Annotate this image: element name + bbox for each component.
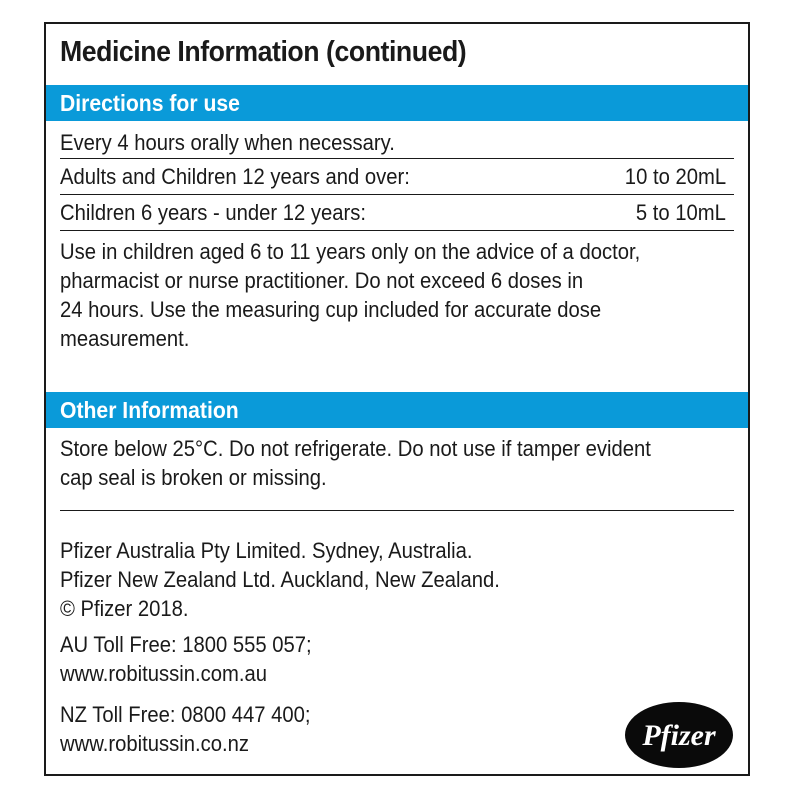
- dose-row-children-group: Children 6 years - under 12 years:: [60, 200, 367, 225]
- dose-row-adults-dose: 10 to 20mL: [624, 164, 726, 189]
- au-tollfree: AU Toll Free: 1800 555 057;: [60, 632, 312, 657]
- company-address: [60, 536, 538, 623]
- dose-notes: [60, 237, 691, 353]
- nz-contact: [60, 700, 332, 758]
- storage-line: Store below 25°C. Do not refrigerate. Do not use if tamper evident: [60, 436, 651, 461]
- company-line: Pfizer Australia Pty Limited. Sydney, Australia.: [60, 538, 473, 563]
- au-website-link[interactable]: www.robitussin.com.au: [60, 661, 267, 686]
- copyright-line: © Pfizer 2018.: [60, 596, 189, 621]
- nz-tollfree: NZ Toll Free: 0800 447 400;: [60, 702, 311, 727]
- dose-row-children-dose: 5 to 10mL: [635, 200, 726, 225]
- page-title: Medicine Information (continued): [60, 36, 467, 68]
- other-info-heading: Other Information: [60, 397, 239, 423]
- dose-note-line: Use in children aged 6 to 11 years only on the advice of a doctor,: [60, 239, 641, 264]
- pfizer-logo-icon: [624, 700, 734, 770]
- divider: [60, 194, 734, 195]
- divider: [60, 230, 734, 231]
- dose-row-adults-group: Adults and Children 12 years and over:: [60, 164, 410, 189]
- directions-heading: Directions for use: [60, 90, 240, 116]
- company-line: Pfizer New Zealand Ltd. Auckland, New Zealand.: [60, 567, 500, 592]
- frequency-text: Every 4 hours orally when necessary.: [60, 130, 395, 155]
- other-info-heading-band: [46, 392, 748, 428]
- dose-note-line: pharmacist or nurse practitioner. Do not exceed 6 doses in: [60, 268, 584, 293]
- divider: [60, 158, 734, 159]
- divider: [60, 510, 734, 511]
- medicine-info-panel: [44, 22, 750, 776]
- storage-text: [60, 434, 702, 492]
- dose-note-line: measurement.: [60, 326, 190, 351]
- au-contact: [60, 630, 334, 688]
- nz-website-link[interactable]: www.robitussin.co.nz: [60, 731, 249, 756]
- storage-line: cap seal is broken or missing.: [60, 465, 327, 490]
- dose-note-line: 24 hours. Use the measuring cup included for accurate dose: [60, 297, 602, 322]
- directions-heading-band: [46, 85, 748, 121]
- svg-text:Pfizer: Pfizer: [642, 719, 716, 752]
